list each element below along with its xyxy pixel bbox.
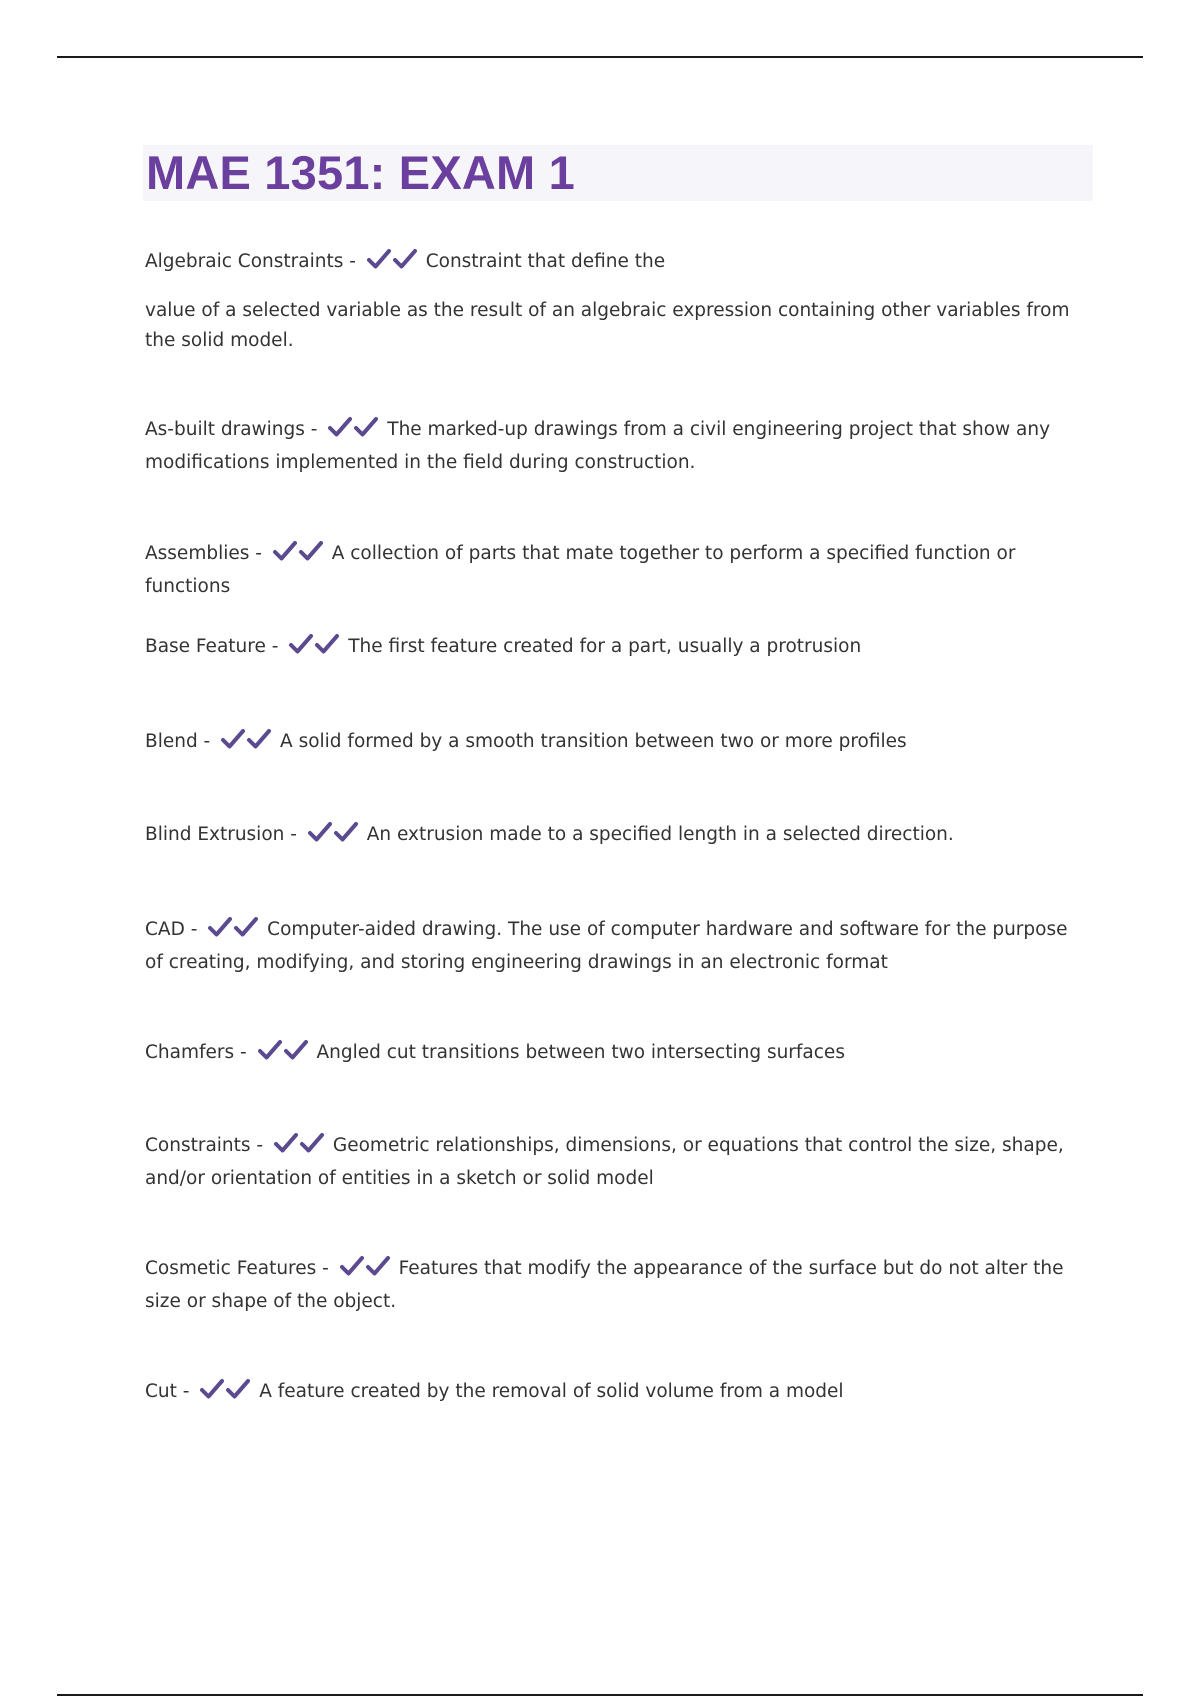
glossary-entry (145, 632, 1085, 665)
entry-definition: Computer-aided drawing. The use of computer hardware and software for the purpose of creating, modifying, and storing engineering drawings in an electronic format (145, 919, 1068, 973)
double-check-icon (307, 821, 359, 853)
entry-continuation: value of a selected variable as the result of an algebraic expression containing other variables from the solid model. (145, 300, 1070, 351)
entry-term: Chamfers - (145, 1042, 247, 1063)
double-check-icon (207, 916, 259, 948)
double-check-icon (199, 1378, 251, 1410)
entry-definition: Constraint that define the (425, 251, 666, 272)
check-icon (299, 1132, 325, 1154)
check-icon (314, 633, 340, 655)
double-check-icon (327, 416, 379, 448)
glossary-entry (145, 915, 1085, 978)
check-icon (220, 728, 246, 750)
check-icon (272, 540, 298, 562)
page-title: MAE 1351: EXAM 1 (146, 146, 575, 199)
check-icon (207, 916, 233, 938)
entry-term: As-built drawings - (145, 419, 318, 440)
glossary-entry (145, 247, 1085, 356)
check-icon (283, 1039, 309, 1061)
check-icon (307, 821, 333, 843)
double-check-icon (288, 633, 340, 665)
bottom-rule (57, 1694, 1143, 1696)
double-check-icon (339, 1255, 391, 1287)
entry-definition: A solid formed by a smooth transition between two or more profiles (280, 731, 907, 752)
check-icon (327, 416, 353, 438)
check-icon (246, 728, 272, 750)
entry-definition: The first feature created for a part, usually a protrusion (348, 636, 862, 657)
check-icon (366, 248, 392, 270)
glossary-entry (145, 415, 1085, 478)
double-check-icon (273, 1132, 325, 1164)
entry-term: Constraints - (145, 1135, 264, 1156)
check-icon (333, 821, 359, 843)
glossary-entry (145, 539, 1085, 602)
glossary-entry (145, 1038, 1085, 1071)
check-icon (353, 416, 379, 438)
check-icon (365, 1255, 391, 1277)
check-icon (298, 540, 324, 562)
entry-definition: An extrusion made to a specified length in a selected direction. (366, 824, 954, 845)
entry-definition: Geometric relationships, dimensions, or equations that control the size, shape, and/or orientation of entities in a sketch or solid model (145, 1135, 1064, 1189)
glossary-entry (145, 727, 1085, 760)
entry-term: Blind Extrusion - (145, 824, 297, 845)
check-icon (288, 633, 314, 655)
entry-term: CAD - (145, 919, 198, 940)
entry-definition: Angled cut transitions between two intersecting surfaces (316, 1042, 845, 1063)
glossary-entry (145, 1131, 1085, 1194)
double-check-icon (220, 728, 272, 760)
check-icon (225, 1378, 251, 1400)
top-rule (57, 56, 1143, 58)
entry-definition: A feature created by the removal of solid volume from a model (259, 1381, 844, 1402)
entry-term: Cosmetic Features - (145, 1258, 329, 1279)
check-icon (257, 1039, 283, 1061)
entry-term: Base Feature - (145, 636, 279, 657)
check-icon (199, 1378, 225, 1400)
double-check-icon (257, 1039, 309, 1071)
check-icon (233, 916, 259, 938)
entry-definition: Features that modify the appearance of the surface but do not alter the size or shape of the object. (145, 1258, 1064, 1312)
entry-term: Blend - (145, 731, 211, 752)
entry-term: Cut - (145, 1381, 190, 1402)
check-icon (273, 1132, 299, 1154)
glossary-entry (145, 1254, 1085, 1317)
check-icon (392, 248, 418, 270)
glossary-entry (145, 820, 1085, 853)
entry-definition: The marked-up drawings from a civil engineering project that show any modifications implemented in the field during construction. (145, 419, 1051, 473)
entry-definition: A collection of parts that mate together to perform a specified function or functions (145, 543, 1016, 597)
double-check-icon (366, 248, 418, 280)
double-check-icon (272, 540, 324, 572)
entry-term: Algebraic Constraints - (145, 251, 356, 272)
entry-term: Assemblies - (145, 543, 262, 564)
check-icon (339, 1255, 365, 1277)
glossary-entry (145, 1377, 1085, 1410)
